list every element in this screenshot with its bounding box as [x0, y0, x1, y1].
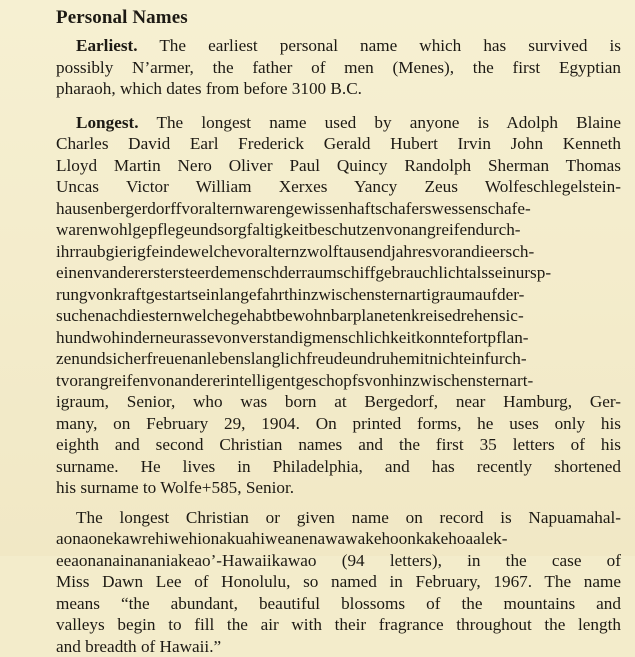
longest-line-16: eighth and second Christian names and the first 35 letters of his	[56, 434, 621, 456]
earliest-text-1: The earliest personal name which has survived is	[159, 36, 621, 55]
longest-line-5: hausenbergerdorffvoralternwarengewissenhaftschaferswessenschafe-	[56, 198, 621, 220]
longest-lead: Longest.	[76, 113, 139, 132]
longest-line-9: rungvonkraftgestartseinlangefahrthinzwischensternartigraumaufder-	[56, 284, 621, 306]
entry-earliest	[56, 35, 621, 100]
given-line-7: and breadth of Hawaii.”	[56, 636, 621, 657]
given-line-3: eeaonanainananiakeao’-Hawaiikawao (94 letters), in the case of	[56, 550, 621, 572]
section-title: Personal Names	[56, 8, 621, 28]
longest-line-3: Lloyd Martin Nero Oliver Paul Quincy Randolph Sherman Thomas	[56, 155, 621, 177]
longest-line-6: warenwohlgepflegeundsorgfaltigkeitbeschutzenvonangreifendurch-	[56, 219, 621, 241]
earliest-line-3: pharaoh, which dates from before 3100 B.C.	[56, 78, 621, 100]
entry-given-name	[56, 507, 621, 657]
longest-line-4: Uncas Victor William Xerxes Yancy Zeus Wolfeschlegelstein-	[56, 176, 621, 198]
longest-line-18: his surname to Wolfe+585, Senior.	[56, 477, 621, 499]
longest-line-17: surname. He lives in Philadelphia, and has recently shortened	[56, 456, 621, 478]
entry-longest	[56, 112, 621, 499]
longest-line-2: Charles David Earl Frederick Gerald Hubert Irvin John Kenneth	[56, 133, 621, 155]
earliest-line-1	[56, 35, 621, 57]
given-line-1: The longest Christian or given name on record is Napuamahal-	[56, 507, 621, 529]
given-line-4: Miss Dawn Lee of Honolulu, so named in February, 1967. The name	[56, 571, 621, 593]
longest-line-7: ihrraubgierigfeindewelchevoralternzwolftausendjahresvorandieersch-	[56, 241, 621, 263]
longest-line-15: many, on February 29, 1904. On printed forms, he uses only his	[56, 413, 621, 435]
given-line-5: means “the abundant, beautiful blossoms of the mountains and	[56, 593, 621, 615]
longest-line-8: einenvandererstersteerdemenschderraumschiffgebrauchlichtalsseinursp-	[56, 262, 621, 284]
earliest-lead: Earliest.	[76, 36, 138, 55]
longest-line-13: tvorangreifenvonandererintelligentgeschopfsvonhinzwischensternart-	[56, 370, 621, 392]
longest-line-14: igraum, Senior, who was born at Bergedorf, near Hamburg, Ger-	[56, 391, 621, 413]
given-line-2: aonaonekawrehiwehionakuahiweanenawawakehoonkakehoaalek-	[56, 528, 621, 550]
longest-line-1	[56, 112, 621, 134]
longest-text-1: The longest name used by anyone is Adolph Blaine	[156, 113, 621, 132]
longest-line-11: hundwohinderneurassevonverstandigmenschlichkeitkonntefortpflan-	[56, 327, 621, 349]
longest-line-10: suchenachdiesternwelchegehabtbewohnbarplanetenkreisedrehensic-	[56, 305, 621, 327]
longest-line-12: zenundsicherfreuenanlebenslanglichfreudeundruhemitnichteinfurch-	[56, 348, 621, 370]
earliest-line-2: possibly N’armer, the father of men (Menes), the first Egyptian	[56, 57, 621, 79]
given-line-6: valleys begin to fill the air with their fragrance throughout the length	[56, 614, 621, 636]
